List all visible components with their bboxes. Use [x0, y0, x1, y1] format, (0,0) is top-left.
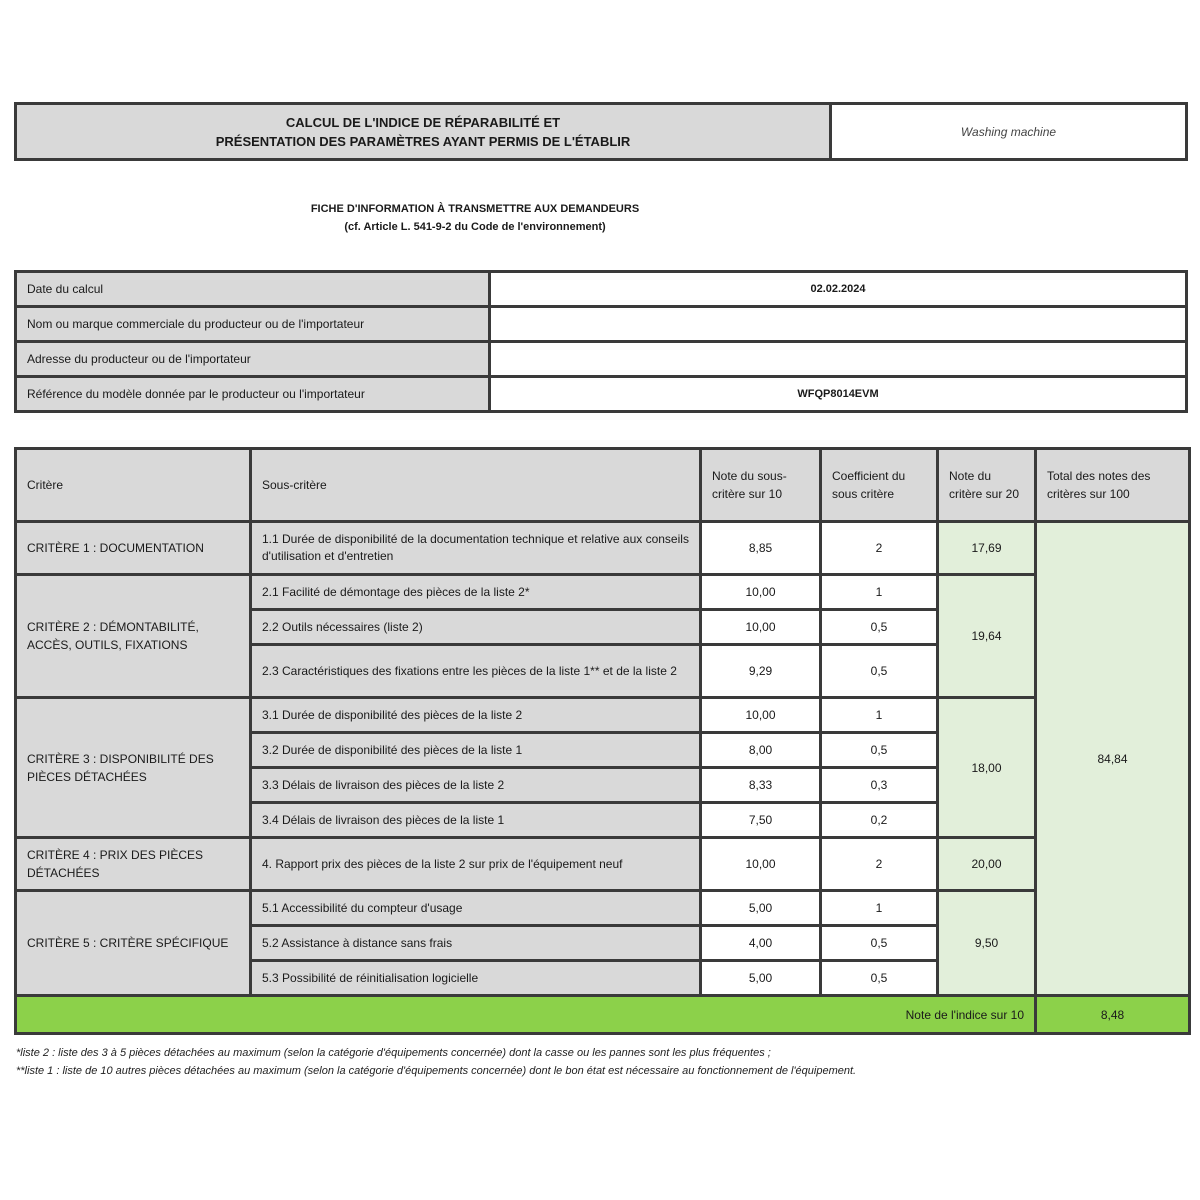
subcriterion-coef: 0,3 [821, 768, 938, 803]
info-table [14, 270, 1188, 413]
table-row [16, 891, 1190, 926]
criterion-label: CRITÈRE 2 : DÉMONTABILITÉ, ACCÈS, OUTILS, FIXATIONS [16, 575, 251, 698]
final-score-value: 8,48 [1036, 996, 1190, 1034]
score-header-row [16, 449, 1190, 522]
info-row [16, 342, 1187, 377]
footnote-liste-2: *liste 2 : liste des 3 à 5 pièces détachées au maximum (selon la catégorie d'équipements concernée) dont la casse ou les pannes sont les plus fréquentes ; [16, 1047, 771, 1059]
subcriterion-coef: 0,5 [821, 610, 938, 645]
info-label: Nom ou marque commerciale du producteur ou de l'importateur [16, 307, 490, 342]
header-table [14, 102, 1188, 161]
header-critere: Critère [16, 449, 251, 522]
subcriterion-note: 10,00 [701, 610, 821, 645]
product-type: Washing machine [831, 104, 1187, 160]
final-score-label: Note de l'indice sur 10 [16, 996, 1036, 1034]
subcriterion-coef: 1 [821, 698, 938, 733]
subcriterion-label: 3.4 Délais de livraison des pièces de la liste 1 [251, 803, 701, 838]
subcriterion-label: 5.3 Possibilité de réinitialisation logicielle [251, 961, 701, 996]
score-table [14, 447, 1191, 1035]
header-note-sous-critere: Note du sous-critère sur 10 [701, 449, 821, 522]
criterion-label: CRITÈRE 3 : DISPONIBILITÉ DES PIÈCES DÉTACHÉES [16, 698, 251, 838]
criterion-label: CRITÈRE 4 : PRIX DES PIÈCES DÉTACHÉES [16, 838, 251, 891]
criterion-score: 20,00 [938, 838, 1036, 891]
subcriterion-coef: 0,5 [821, 645, 938, 698]
subcriterion-note: 9,29 [701, 645, 821, 698]
subcriterion-label: 5.2 Assistance à distance sans frais [251, 926, 701, 961]
sheet-title-line-2: (cf. Article L. 541-9-2 du Code de l'environnement) [344, 221, 606, 233]
info-label: Adresse du producteur ou de l'importateur [16, 342, 490, 377]
subcriterion-label: 3.3 Délais de livraison des pièces de la liste 2 [251, 768, 701, 803]
criterion-label: CRITÈRE 1 : DOCUMENTATION [16, 522, 251, 575]
subcriterion-coef: 2 [821, 522, 938, 575]
criterion-score: 18,00 [938, 698, 1036, 838]
subcriterion-label: 4. Rapport prix des pièces de la liste 2 sur prix de l'équipement neuf [251, 838, 701, 891]
criterion-score: 19,64 [938, 575, 1036, 698]
subcriterion-note: 10,00 [701, 838, 821, 891]
subcriterion-label: 2.1 Facilité de démontage des pièces de la liste 2* [251, 575, 701, 610]
info-value: WFQP8014EVM [490, 377, 1187, 412]
info-row [16, 377, 1187, 412]
subcriterion-label: 1.1 Durée de disponibilité de la documentation technique et relative aux conseils d'utilisation et d'entretien [251, 522, 701, 575]
info-row [16, 272, 1187, 307]
subcriterion-coef: 1 [821, 575, 938, 610]
final-score-row [16, 996, 1190, 1034]
subcriterion-label: 3.2 Durée de disponibilité des pièces de la liste 1 [251, 733, 701, 768]
subcriterion-note: 4,00 [701, 926, 821, 961]
info-value [490, 307, 1187, 342]
header-note-critere: Note du critère sur 20 [938, 449, 1036, 522]
criterion-score: 17,69 [938, 522, 1036, 575]
header-total: Total des notes des critères sur 100 [1036, 449, 1190, 522]
info-row [16, 307, 1187, 342]
title-line-1: CALCUL DE L'INDICE DE RÉPARABILITÉ ET [285, 114, 561, 130]
subcriterion-note: 8,33 [701, 768, 821, 803]
table-row [16, 575, 1190, 610]
subcriterion-note: 8,00 [701, 733, 821, 768]
table-row [16, 838, 1190, 891]
subcriterion-note: 10,00 [701, 575, 821, 610]
subcriterion-label: 3.1 Durée de disponibilité des pièces de la liste 2 [251, 698, 701, 733]
info-label: Date du calcul [16, 272, 490, 307]
subcriterion-coef: 0,5 [821, 926, 938, 961]
info-value [490, 342, 1187, 377]
subcriterion-note: 8,85 [701, 522, 821, 575]
title-line-2: PRÉSENTATION DES PARAMÈTRES AYANT PERMIS DE L'ÉTABLIR [215, 133, 631, 149]
subcriterion-note: 5,00 [701, 891, 821, 926]
header-coefficient: Coefficient du sous critère [821, 449, 938, 522]
subcriterion-label: 2.3 Caractéristiques des fixations entre les pièces de la liste 1** et de la liste 2 [251, 645, 701, 698]
info-value: 02.02.2024 [490, 272, 1187, 307]
sheet-title [170, 200, 780, 236]
sheet-title-line-1: FICHE D'INFORMATION À TRANSMETTRE AUX DEMANDEURS [310, 203, 640, 215]
criterion-score: 9,50 [938, 891, 1036, 996]
footnotes [16, 1044, 1186, 1080]
subcriterion-coef: 0,5 [821, 733, 938, 768]
subcriterion-coef: 2 [821, 838, 938, 891]
subcriterion-label: 5.1 Accessibilité du compteur d'usage [251, 891, 701, 926]
table-row [16, 698, 1190, 733]
subcriterion-note: 10,00 [701, 698, 821, 733]
criterion-label: CRITÈRE 5 : CRITÈRE SPÉCIFIQUE [16, 891, 251, 996]
document-title [16, 104, 831, 160]
info-label: Référence du modèle donnée par le producteur ou l'importateur [16, 377, 490, 412]
subcriterion-coef: 0,5 [821, 961, 938, 996]
subcriterion-coef: 0,2 [821, 803, 938, 838]
total-score: 84,84 [1036, 522, 1190, 996]
header-sous-critere: Sous-critère [251, 449, 701, 522]
footnote-liste-1: **liste 1 : liste de 10 autres pièces détachées au maximum (selon la catégorie d'équipements concernée) dont le bon état est nécessaire au fonctionnement de l'équipement. [16, 1065, 857, 1077]
subcriterion-coef: 1 [821, 891, 938, 926]
table-row [16, 522, 1190, 575]
subcriterion-label: 2.2 Outils nécessaires (liste 2) [251, 610, 701, 645]
subcriterion-note: 7,50 [701, 803, 821, 838]
subcriterion-note: 5,00 [701, 961, 821, 996]
